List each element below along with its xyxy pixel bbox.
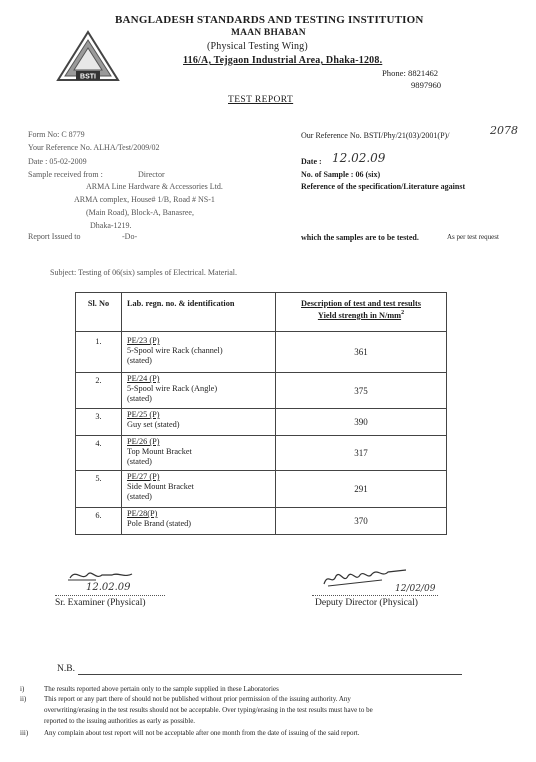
nb-line: [78, 674, 462, 675]
deputy-sign-line: [312, 595, 438, 596]
header-lab-regn: Lab. regn. no. & identification: [122, 293, 276, 332]
note-text: overwriting/erasing in the test results should not be acceptable. Over typing/erasing in the test results must have to be: [44, 706, 373, 714]
row-ident: 5-Spool wire Rack (Angle): [127, 384, 218, 393]
row-sl: 5.: [95, 474, 102, 483]
address-line-1: ARMA Line Hardware & Accessories Ltd.: [86, 182, 223, 191]
our-reference-handwritten: 2078: [490, 124, 518, 137]
wing-name: (Physical Testing Wing): [207, 41, 308, 52]
address-line-4: Dhaka-1219.: [90, 221, 132, 230]
row-sl: 4.: [95, 439, 102, 448]
examiner-title: Sr. Examiner (Physical): [55, 598, 146, 608]
row-regn: PE/26 (P): [127, 437, 160, 446]
table-header-row: [76, 293, 447, 332]
phone-2: 9897960: [411, 80, 442, 90]
note-text: The results reported above pertain only to the sample supplied in these Laboratories: [44, 685, 279, 693]
note-num: iii): [20, 729, 29, 737]
row-value: 361: [276, 332, 447, 373]
nb-label: N.B.: [57, 664, 75, 674]
row-sl: 3.: [95, 412, 102, 421]
row-value: 375: [276, 373, 447, 409]
samples-tested: which the samples are to be tested.: [301, 233, 419, 242]
row-regn: PE/27 (P): [127, 472, 160, 481]
form-no: Form No: C 8779: [28, 130, 85, 139]
note-num: ii): [20, 695, 27, 703]
row-ident: (stated): [127, 492, 152, 501]
row-ident: (stated): [127, 457, 152, 466]
phone: Phone: 8821462: [382, 68, 439, 78]
table-row: [76, 332, 447, 373]
header-sl-no: Sl. No: [76, 293, 122, 332]
row-ident: Side Mount Bracket: [127, 482, 194, 491]
row-ident: Top Mount Bracket: [127, 447, 192, 456]
subject: Subject: Testing of 06(six) samples of Electrical. Material.: [50, 268, 238, 277]
address-line-2: ARMA complex, House# 1/B, Road # NS-1: [74, 195, 215, 204]
header-yield-strength: Yield strength in N/mm: [317, 310, 402, 320]
row-sl: 6.: [95, 511, 102, 520]
sample-from-label: Sample received from :: [28, 170, 103, 179]
row-regn: PE/25 (P): [127, 410, 160, 419]
row-value: 317: [276, 436, 447, 471]
as-per-test-request: As per test request: [447, 233, 499, 241]
row-regn: PE/24 (P): [127, 374, 160, 383]
note-text: Any complain about test report will not be acceptable after one month from the date of issuing of the said report.: [44, 729, 360, 737]
deputy-sign-date: 12/02/09: [395, 584, 436, 594]
address: 116/A, Tejgaon Industrial Area, Dhaka-1208.: [183, 55, 383, 66]
row-sl: 1.: [95, 337, 102, 346]
row-sl: 2.: [95, 376, 102, 385]
row-value: 370: [276, 508, 447, 535]
building-name: MAAN BHABAN: [231, 28, 306, 38]
row-value: 291: [276, 471, 447, 508]
date-handwritten: 12.02.09: [332, 151, 386, 165]
logo-text: BSTI: [80, 73, 96, 81]
address-line-3: (Main Road), Block-A, Banasree,: [86, 208, 194, 217]
your-reference: Your Reference No. ALHA/Test/2009/02: [28, 143, 160, 152]
sample-from-value: Director: [138, 170, 165, 179]
results-table: [75, 292, 447, 535]
no-of-sample: No. of Sample : 06 (six): [301, 170, 381, 179]
report-issued-label: Report Issued to: [28, 232, 81, 241]
examiner-sign-date: 12.02.09: [86, 582, 131, 593]
institution-name: BANGLADESH STANDARDS AND TESTING INSTITUTION: [115, 14, 424, 26]
examiner-sign-line: [55, 595, 165, 596]
row-regn: PE/28(P): [127, 509, 158, 518]
row-value: 390: [276, 409, 447, 436]
deputy-title: Deputy Director (Physical): [315, 598, 418, 608]
table-row: [76, 471, 447, 508]
row-ident: (stated): [127, 394, 152, 403]
report-title: TEST REPORT: [228, 95, 294, 105]
table-row: [76, 508, 447, 535]
table-row: [76, 373, 447, 409]
our-reference: Our Reference No. BSTI/Phy/21(03)/2001(P)/: [301, 131, 450, 140]
note-num: i): [20, 685, 25, 693]
reference-spec: Reference of the specification/Literature against: [301, 182, 466, 191]
header-description: Description of test and test results Yield strength in $N/mm^2$: [276, 293, 447, 332]
report-date: Date : 05-02-2009: [28, 157, 87, 166]
row-ident: 5-Spool wire Rack (channel): [127, 346, 223, 355]
row-ident: Guy set (stated): [127, 420, 180, 429]
note-text: reported to the issuing authorities as early as possible.: [44, 717, 196, 725]
bsti-logo: [56, 30, 120, 82]
table-row: [76, 409, 447, 436]
row-regn: PE/23 (P): [127, 336, 160, 345]
note-text: This report or any part there of should not be published without prior permission of the issuing authority. Any: [44, 695, 351, 703]
row-ident: (stated): [127, 356, 152, 365]
table-row: [76, 436, 447, 471]
row-ident: Pole Brand (stated): [127, 519, 192, 528]
date-label: Date :: [301, 157, 322, 166]
report-issued-value: -Do-: [122, 232, 138, 241]
